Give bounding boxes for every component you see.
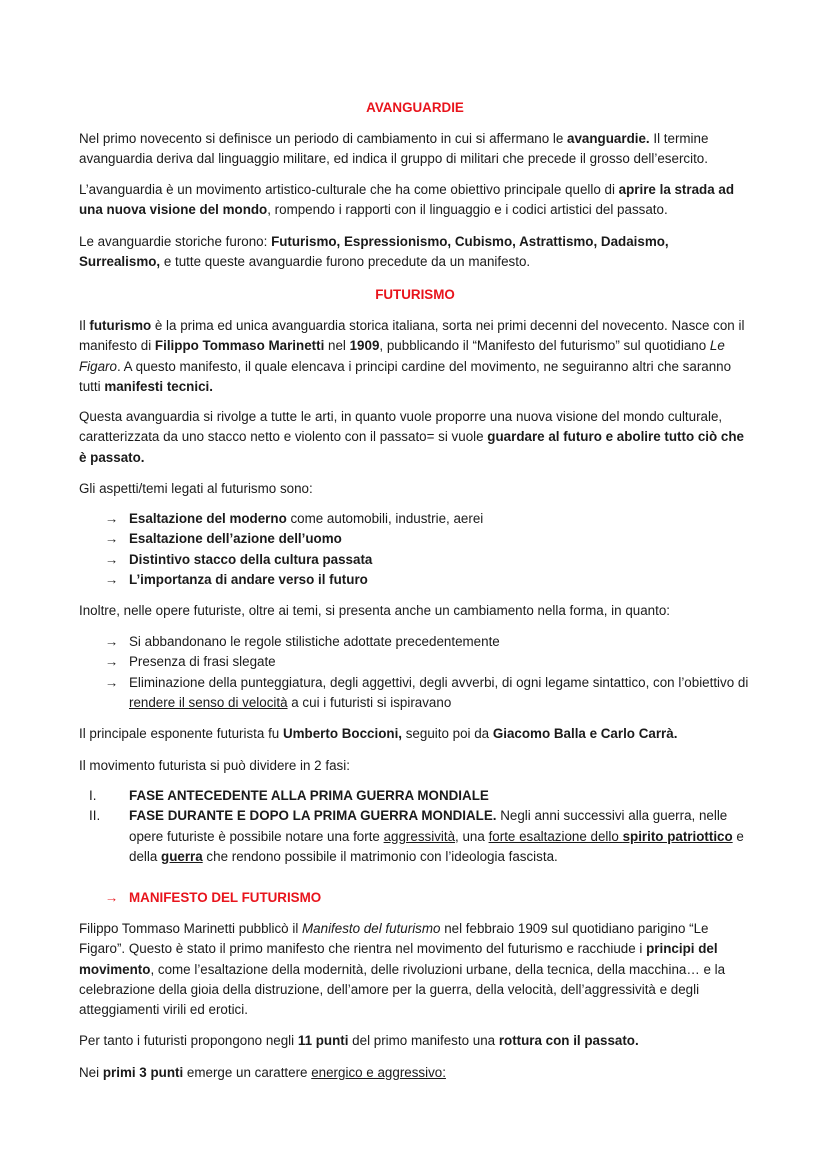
arrow-icon: → xyxy=(105,531,119,547)
list-item: → L’importanza di andare verso il futuro xyxy=(79,570,751,590)
phases-list xyxy=(79,786,751,867)
paragraph-avanguardia-definition: L’avanguardia è un movimento artistico-culturale che ha come obiettivo principale quello di aprire la strada ad una nuova visione del mondo, rompendo i rapporti con il linguaggio e i codici artistici del passato. xyxy=(79,182,735,218)
list-item: → Esaltazione del moderno come automobili, industrie, aerei xyxy=(79,509,751,529)
list-item: → Si abbandonano le regole stilistiche adottate precedentemente xyxy=(79,632,751,652)
paragraph-avanguardie-intro: Nel primo novecento si definisce un periodo di cambiamento in cui si affermano le avanguardie. Il termine avanguardia deriva dal linguaggio militare, ed indica il gruppo di militari che precede il grosso dell’esercito. xyxy=(79,131,709,167)
list-item: → Esaltazione dell’azione dell’uomo xyxy=(79,529,751,549)
list-item: → Presenza di frasi slegate xyxy=(79,652,751,672)
list-item: → Eliminazione della punteggiatura, degli aggettivi, degli avverbi, di ogni legame sintattico, con l’obiettivo di rendere il senso di velocità a cui i futuristi si ispiravano xyxy=(105,674,749,710)
paragraph-primi-3-punti: Nei primi 3 punti emerge un carattere energico e aggressivo: xyxy=(79,1065,446,1080)
heading-futurismo: FUTURISMO xyxy=(375,287,455,302)
paragraph-fasi-intro: Il movimento futurista si può dividere in 2 fasi: xyxy=(79,758,350,773)
document-page xyxy=(79,0,751,1080)
paragraph-esponenti: Il principale esponente futurista fu Umberto Boccioni, seguito poi da Giacomo Balla e Carlo Carrà. xyxy=(79,726,678,741)
paragraph-manifesto: Filippo Tommaso Marinetti pubblicò il Manifesto del futurismo nel febbraio 1909 sul quotidiano parigino “Le Figaro”. Questo è stato il primo manifesto che rientra nel movimento del futurismo e racchiude i principi del movimento, come l’esaltazione della modernità, delle rivoluzioni urbane, della tecnica, della macchina… e la celebrazione della gioia della distruzione, dell’amore per la guerra, della velocità, dell’aggressività e degli atteggiamenti virili ed erotici. xyxy=(79,921,726,1018)
paragraph-forma-intro: Inoltre, nelle opere futuriste, oltre ai temi, si presenta anche un cambiamento nella forma, in quanto: xyxy=(79,603,671,618)
arrow-icon: → xyxy=(105,571,119,587)
arrow-icon: → xyxy=(105,890,119,905)
heading-avanguardie: AVANGUARDIE xyxy=(366,100,464,115)
list-item: → Distintivo stacco della cultura passata xyxy=(79,550,751,570)
arrow-icon: → xyxy=(105,551,119,567)
arrow-icon: → xyxy=(105,511,119,526)
form-changes-list xyxy=(79,632,751,713)
themes-list xyxy=(79,509,751,590)
list-item: II. FASE DURANTE E DOPO LA PRIMA GUERRA MONDIALE. Negli anni successivi alla guerra, nelle opere futuriste è possibile notare una forte aggressività, una forte esaltazione dello spirito patriottico e della guerra che rendono possibile il matrimonio con l’ideologia fascista. xyxy=(89,808,744,864)
paragraph-futurismo-arti: Questa avanguardia si rivolge a tutte le arti, in quanto vuole proporre una nuova visione del mondo culturale, caratterizzata da uno stacco netto e violento con il passato= si vuole guardare al futuro e abolire tutto ciò che è passato. xyxy=(79,409,744,465)
paragraph-futurismo-intro: Il futurismo è la prima ed unica avanguardia storica italiana, sorta nei primi decenni del novecento. Nasce con il manifesto di Filippo Tommaso Marinetti nel 1909, pubblicando il “Manifesto del futurismo” sul quotidiano Le Figaro. A questo manifesto, il quale elencava i principi cardine del movimento, ne seguiranno altri che saranno tutti manifesti tecnici. xyxy=(79,318,745,394)
arrow-icon: → xyxy=(105,674,119,690)
heading-manifesto: → MANIFESTO DEL FUTURISMO xyxy=(79,888,801,908)
list-item: I. FASE ANTECEDENTE ALLA PRIMA GUERRA MONDIALE xyxy=(89,788,489,803)
arrow-icon: → xyxy=(105,634,119,649)
paragraph-temi-intro: Gli aspetti/temi legati al futurismo sono: xyxy=(79,481,313,496)
arrow-icon: → xyxy=(105,654,119,670)
paragraph-11-punti: Per tanto i futuristi propongono negli 11 punti del primo manifesto una rottura con il passato. xyxy=(79,1033,639,1048)
paragraph-avanguardie-storiche: Le avanguardie storiche furono: Futurismo, Espressionismo, Cubismo, Astrattismo, Dadaismo, Surrealismo, e tutte queste avanguardie furono precedute da un manifesto. xyxy=(79,234,669,270)
